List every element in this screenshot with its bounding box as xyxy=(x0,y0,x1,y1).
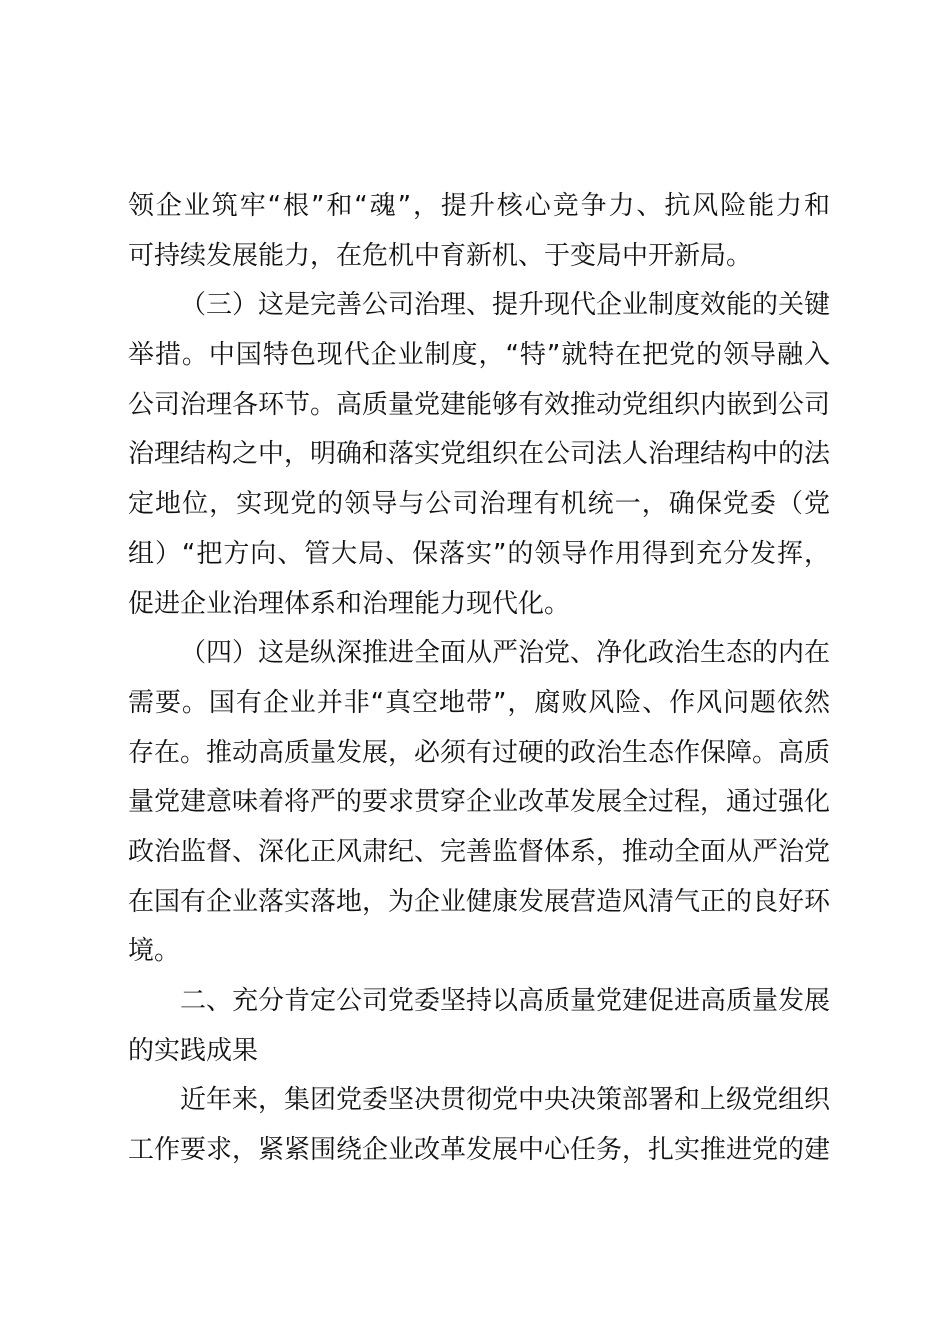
text-line: 促进企业治理体系和治理能力现代化。 xyxy=(128,588,571,619)
text-line: 组）“把方向、管大局、保落实”的领导作用得到充分发挥， xyxy=(128,538,830,569)
text-line: 二、充分肯定公司党委坚持以高质量党建促进高质量发展 xyxy=(180,986,831,1016)
text-line: 领企业筑牢“根”和“魂”，提升核心竞争力、抗风险能力和 xyxy=(128,191,830,221)
document-body xyxy=(128,182,830,1176)
text-line: （四）这是纵深推进全面从严治党、净化政治生态的内在 xyxy=(180,638,831,669)
text-line: 工作要求，紧紧围绕企业改革发展中心任务，扎实推进党的建 xyxy=(128,1135,831,1166)
text-line: 存在。推动高质量发展，必须有过硬的政治生态作保障。高质 xyxy=(128,737,831,768)
text-line: （三）这是完善公司治理、提升现代企业制度效能的关键 xyxy=(180,290,831,321)
text-line: 量党建意味着将严的要求贯穿企业改革发展全过程，通过强化 xyxy=(128,787,831,818)
text-line: 境。 xyxy=(128,936,181,967)
text-line: 需要。国有企业并非“真空地带”，腐败风险、作风问题依然 xyxy=(128,687,830,718)
paragraph xyxy=(128,629,830,977)
text-line: 举措。中国特色现代企业制度，“特”就特在把党的领导融入 xyxy=(128,340,830,371)
text-line: 公司治理各环节。高质量党建能够有效推动党组织内嵌到公司 xyxy=(128,389,831,420)
paragraph xyxy=(128,281,830,629)
text-line: 在国有企业落实落地，为企业健康发展营造风清气正的良好环 xyxy=(128,886,831,917)
text-line: 的实践成果 xyxy=(128,1035,259,1066)
paragraph xyxy=(128,977,830,1076)
paragraph xyxy=(128,182,830,281)
text-line: 定地位，实现党的领导与公司治理有机统一，确保党委（党 xyxy=(128,489,830,520)
text-line: 近年来，集团党委坚决贯彻党中央决策部署和上级党组织 xyxy=(180,1085,831,1116)
text-line: 可持续发展能力，在危机中育新机、于变局中开新局。 xyxy=(128,240,753,271)
text-line: 政治监督、深化正风肃纪、完善监督体系，推动全面从严治党 xyxy=(128,836,831,867)
text-line: 治理结构之中，明确和落实党组织在公司法人治理结构中的法 xyxy=(128,439,831,470)
paragraph xyxy=(128,1076,830,1175)
